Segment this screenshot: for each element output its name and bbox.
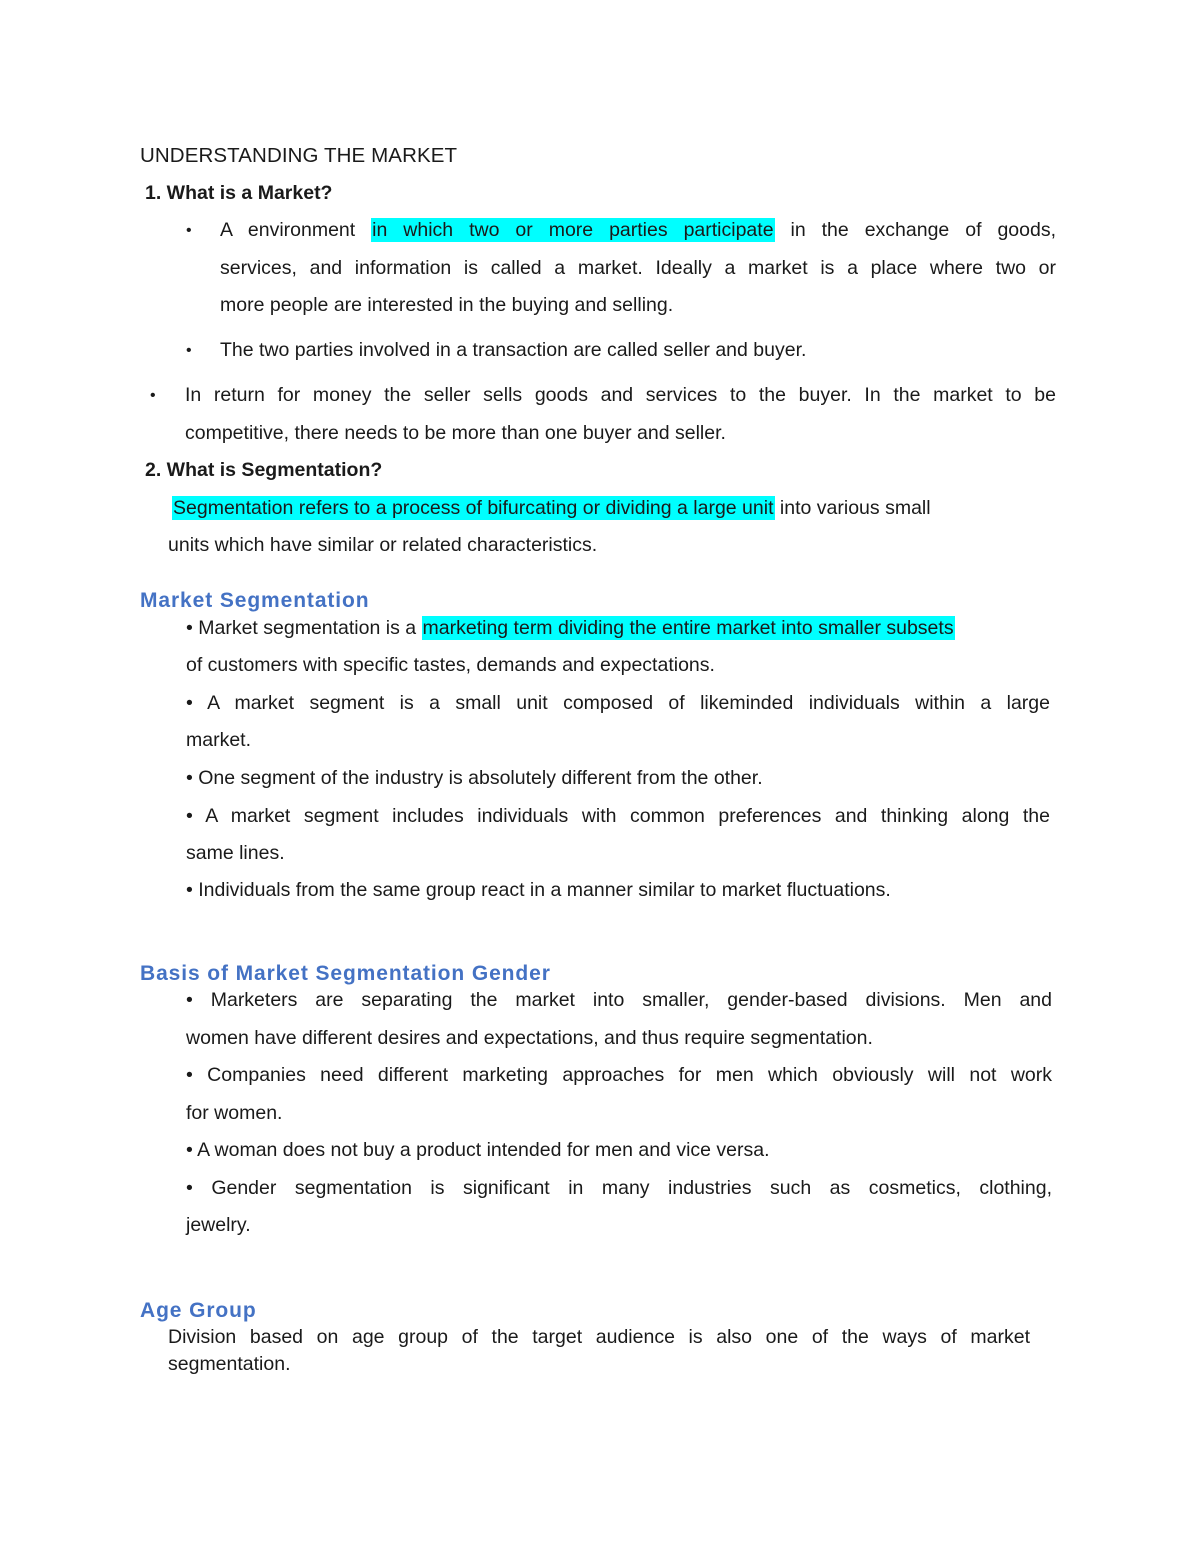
market-seg-p4-line-2: same lines.	[186, 842, 285, 864]
bullet-icon: •	[186, 222, 192, 239]
return-line-2: competitive, there needs to be more than one buyer and seller.	[185, 422, 726, 444]
market-seg-p2-line-2: market.	[186, 729, 252, 751]
gender-p1-line-1: • Marketers are separating the market into smaller, gender-based divisions. Men and	[186, 989, 1052, 1011]
age-group-line-1: Division based on age group of the target audience is also one of the ways of market	[168, 1326, 1030, 1348]
market-definition-text: in the exchange of goods,	[774, 219, 1056, 241]
gender-p1-line-2: women have different desires and expectations, and thus require segmentation.	[186, 1027, 873, 1049]
return-line-1: In return for money the seller sells goods and services to the buyer. In the market to be	[185, 384, 1056, 406]
market-definition-text: A environment	[220, 219, 372, 241]
section-heading-segmentation: 2. What is Segmentation?	[145, 459, 383, 481]
gender-p2-line-2: for women.	[186, 1102, 283, 1124]
gender-heading: Basis of Market Segmentation Gender	[140, 962, 551, 985]
highlighted-text: in which two or more parties participate	[372, 219, 774, 241]
market-seg-p3: • One segment of the industry is absolutely different from the other.	[186, 767, 763, 789]
gender-p4-line-1: • Gender segmentation is significant in many industries such as cosmetics, clothing,	[186, 1177, 1052, 1199]
highlighted-text: Segmentation refers to a process of bifurcating or dividing a large unit	[173, 497, 774, 519]
market-definition-line-2: services, and information is called a market. Ideally a market is a place where two or	[220, 257, 1056, 279]
market-segmentation-heading: Market Segmentation	[140, 589, 370, 612]
age-group-line-2: segmentation.	[168, 1353, 291, 1375]
market-definition-line-1	[220, 217, 1056, 244]
highlighted-text: marketing term dividing the entire market into smaller subsets	[422, 617, 954, 639]
market-seg-p5: • Individuals from the same group react in a manner similar to market fluctuations.	[186, 879, 891, 901]
bullet-icon: •	[150, 387, 156, 404]
gender-p2-line-1: • Companies need different marketing approaches for men which obviously will not work	[186, 1064, 1052, 1086]
market-seg-p4-line-1: • A market segment includes individuals with common preferences and thinking along the	[186, 805, 1050, 827]
segmentation-line-1	[172, 495, 931, 522]
gender-p4-line-2: jewelry.	[186, 1214, 251, 1236]
market-seg-p2-line-1: • A market segment is a small unit composed of likeminded individuals within a large	[186, 692, 1050, 714]
age-group-heading: Age Group	[140, 1299, 257, 1322]
bullet-icon: •	[186, 342, 192, 359]
parties-text: The two parties involved in a transaction are called seller and buyer.	[220, 339, 807, 361]
segmentation-line-2: units which have similar or related characteristics.	[168, 534, 598, 556]
market-seg-p1-line-1	[186, 615, 955, 642]
section-heading-market: 1. What is a Market?	[145, 182, 333, 204]
segmentation-text: into various small	[774, 497, 931, 519]
market-seg-p1-line-2: of customers with specific tastes, demands and expectations.	[186, 654, 715, 676]
gender-p3: • A woman does not buy a product intended for men and vice versa.	[186, 1139, 770, 1161]
document-title: UNDERSTANDING THE MARKET	[140, 144, 458, 167]
market-definition-line-3: more people are interested in the buying and selling.	[220, 294, 674, 316]
market-seg-text: • Market segmentation is a	[186, 617, 422, 639]
